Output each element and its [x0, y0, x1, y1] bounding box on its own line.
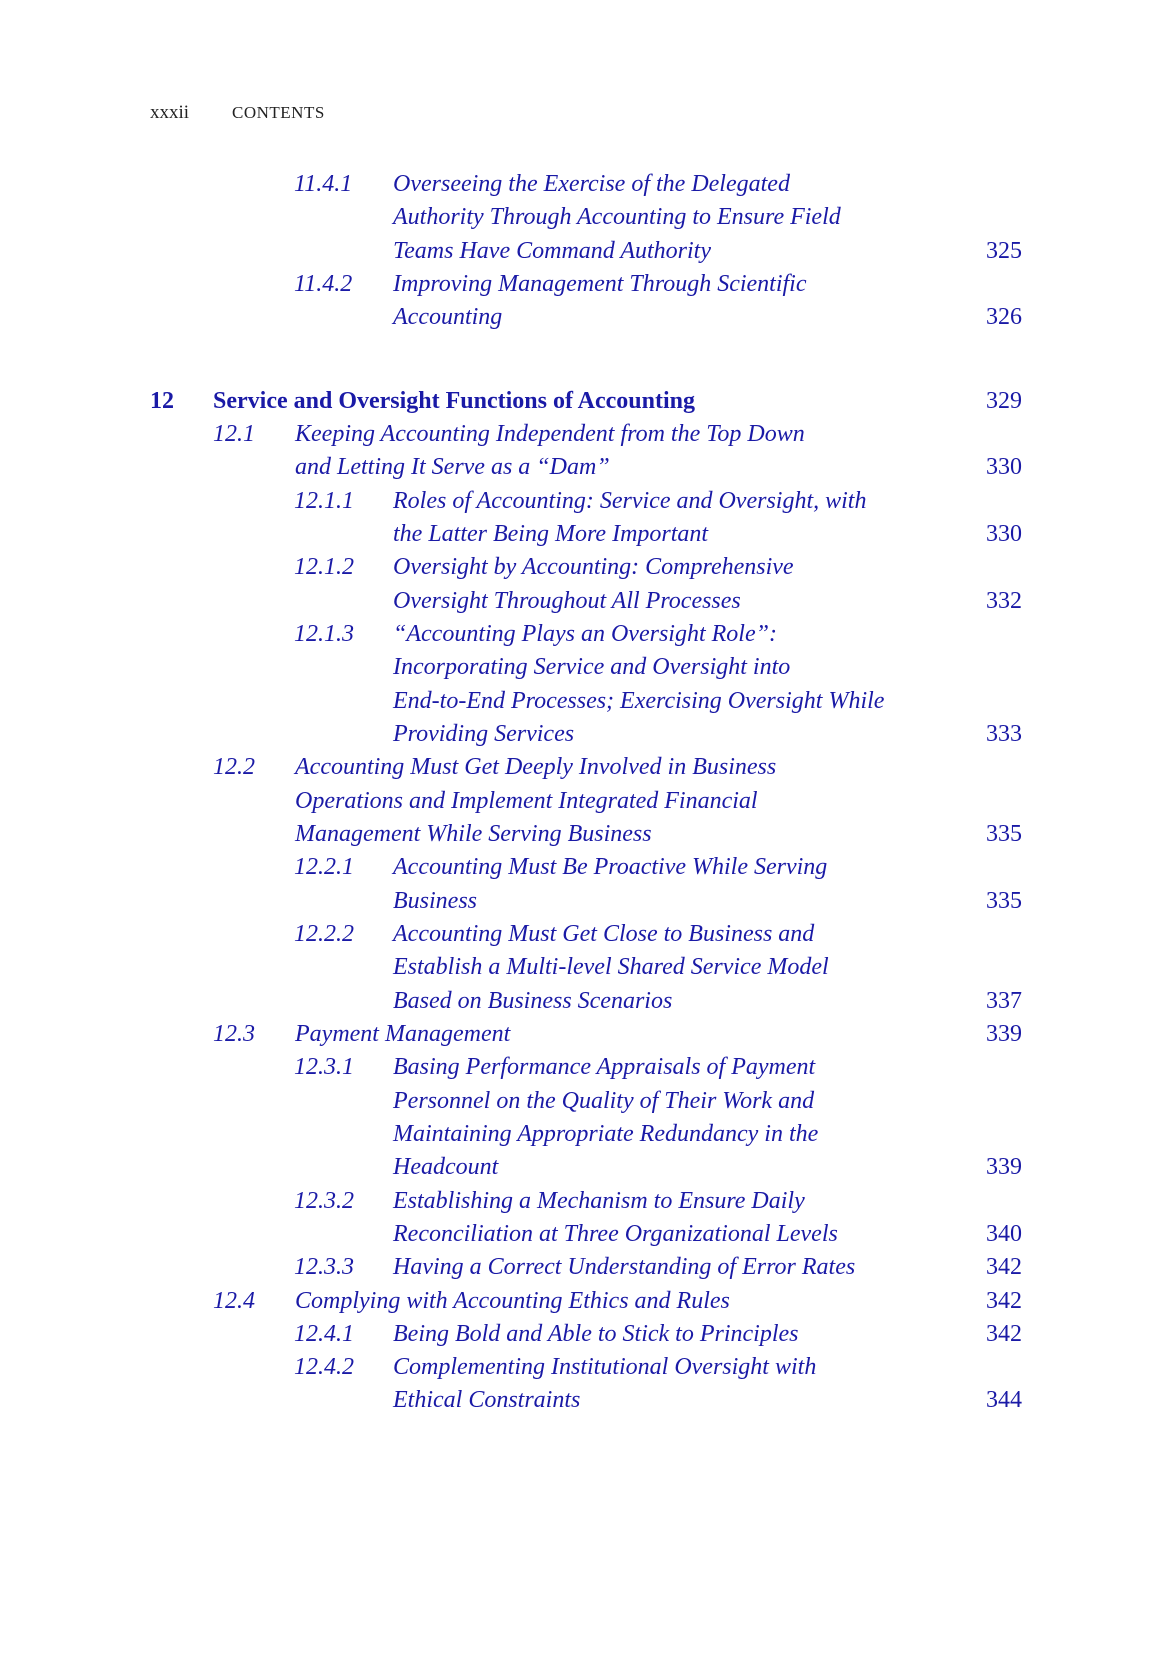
section-title-line: Accounting Must Be Proactive While Serving [393, 854, 828, 881]
section-number: 12.2 [213, 754, 255, 781]
toc-entry-12-2-1[interactable] [0, 851, 1166, 918]
section-title-line: Improving Management Through Scientific [393, 270, 807, 297]
section-title-line: Basing Performance Appraisals of Payment [393, 1054, 816, 1081]
toc-entry-12-2-2[interactable] [0, 918, 1166, 1018]
section-title-line: Operations and Implement Integrated Financial [295, 787, 758, 814]
page-ref: 337 [986, 987, 1022, 1014]
table-of-contents [0, 168, 1166, 1418]
section-title-line: Authority Through Accounting to Ensure Field [393, 204, 841, 231]
page-ref: 339 [986, 1154, 1022, 1181]
section-number: 12.1 [213, 420, 255, 447]
page-ref: 340 [986, 1220, 1022, 1247]
section-number: 12.4 [213, 1287, 255, 1314]
section-title-line: Business [393, 887, 477, 914]
running-header [150, 99, 325, 127]
page-ref: 339 [986, 1020, 1022, 1047]
toc-entry-12-3-2[interactable] [0, 1185, 1166, 1252]
section-title-line: Based on Business Scenarios [393, 987, 673, 1014]
page-ref: 330 [986, 520, 1022, 547]
toc-entry-12-1-3[interactable] [0, 618, 1166, 751]
chapter-title: Service and Oversight Functions of Accounting [213, 387, 696, 414]
section-number: 12.4.2 [294, 1354, 354, 1381]
section-title-line: the Latter Being More Important [393, 520, 709, 547]
toc-entry-12-4-2[interactable] [0, 1351, 1166, 1418]
toc-entry-12-1[interactable] [0, 418, 1166, 485]
section-number: 12.3.3 [294, 1254, 354, 1281]
section-title-line: Maintaining Appropriate Redundancy in the [393, 1120, 819, 1147]
page-ref: 335 [986, 887, 1022, 914]
section-title-line: Providing Services [393, 720, 575, 747]
page-ref: 326 [986, 304, 1022, 331]
section-title-line: Headcount [393, 1154, 499, 1181]
section-number: 12.2.1 [294, 854, 354, 881]
chapter-number: 12 [150, 387, 174, 414]
section-number: 12.4.1 [294, 1320, 354, 1347]
section-title-line: Overseeing the Exercise of the Delegated [393, 171, 790, 197]
section-title-line: Accounting Must Get Deeply Involved in Business [295, 754, 777, 781]
toc-entry-11-4-2[interactable] [0, 268, 1166, 335]
section-number: 12.1.1 [294, 487, 354, 514]
toc-entry-12-2[interactable] [0, 751, 1166, 851]
section-title-line: Oversight Throughout All Processes [393, 587, 741, 614]
section-number: 12.3.2 [294, 1187, 354, 1214]
section-title-line: Teams Have Command Authority [393, 237, 711, 264]
section-title-line: Payment Management [295, 1020, 511, 1047]
section-title-line: Oversight by Accounting: Comprehensive [393, 554, 794, 581]
page-ref: 335 [986, 820, 1022, 847]
page-ref: 342 [986, 1287, 1022, 1314]
section-title-line: Ethical Constraints [393, 1387, 581, 1414]
section-title-line: Roles of Accounting: Service and Oversight, with [393, 487, 867, 514]
chapter-spacer [0, 335, 1166, 385]
toc-entry-12-4[interactable] [0, 1285, 1166, 1318]
section-title-line: Accounting [393, 304, 503, 331]
section-title-line: Being Bold and Able to Stick to Principles [393, 1320, 799, 1347]
section-number: 12.1.3 [294, 620, 354, 647]
section-title-line: Complying with Accounting Ethics and Rules [295, 1287, 730, 1314]
section-number: 12.1.2 [294, 554, 354, 581]
section-title-line: Having a Correct Understanding of Error Rates [393, 1254, 856, 1281]
section-title-line: Accounting Must Get Close to Business and [393, 920, 815, 947]
page-ref: 342 [986, 1320, 1022, 1347]
toc-entry-12-4-1[interactable] [0, 1318, 1166, 1351]
section-title-line: End-to-End Processes; Exercising Oversight While [393, 687, 885, 714]
running-title: CONTENTS [232, 103, 325, 122]
section-title-line: Personnel on the Quality of Their Work and [393, 1087, 815, 1114]
section-title-line: Establishing a Mechanism to Ensure Daily [393, 1187, 805, 1214]
section-number: 12.3.1 [294, 1054, 354, 1081]
page-ref: 344 [986, 1387, 1022, 1414]
toc-chapter-12[interactable] [0, 385, 1166, 418]
toc-entry-11-4-1[interactable] [0, 168, 1166, 268]
section-title-line: and Letting It Serve as a “Dam” [295, 454, 610, 481]
toc-entry-12-3-3[interactable] [0, 1251, 1166, 1284]
page-ref: 333 [986, 720, 1022, 747]
page-ref: 330 [986, 454, 1022, 481]
section-title-line: Management While Serving Business [295, 820, 652, 847]
section-title-line: Keeping Accounting Independent from the Top Down [295, 420, 805, 447]
section-title-line: Complementing Institutional Oversight with [393, 1354, 817, 1381]
section-number: 11.4.1 [294, 171, 353, 197]
page-ref: 325 [986, 237, 1022, 264]
section-title-line: Establish a Multi-level Shared Service Model [393, 954, 829, 981]
section-title-line: “Accounting Plays an Oversight Role”: [393, 620, 777, 647]
page-ref: 342 [986, 1254, 1022, 1281]
page-ref: 329 [986, 387, 1022, 414]
page-ref: 332 [986, 587, 1022, 614]
section-number: 12.2.2 [294, 920, 354, 947]
toc-entry-12-1-1[interactable] [0, 485, 1166, 552]
page-number: xxxii [150, 102, 190, 123]
toc-entry-12-3-1[interactable] [0, 1051, 1166, 1184]
toc-entry-12-3[interactable] [0, 1018, 1166, 1051]
section-number: 12.3 [213, 1020, 255, 1047]
section-title-line: Reconciliation at Three Organizational Levels [393, 1220, 838, 1247]
section-number: 11.4.2 [294, 270, 353, 297]
toc-entry-12-1-2[interactable] [0, 551, 1166, 618]
section-title-line: Incorporating Service and Oversight into [393, 654, 791, 681]
